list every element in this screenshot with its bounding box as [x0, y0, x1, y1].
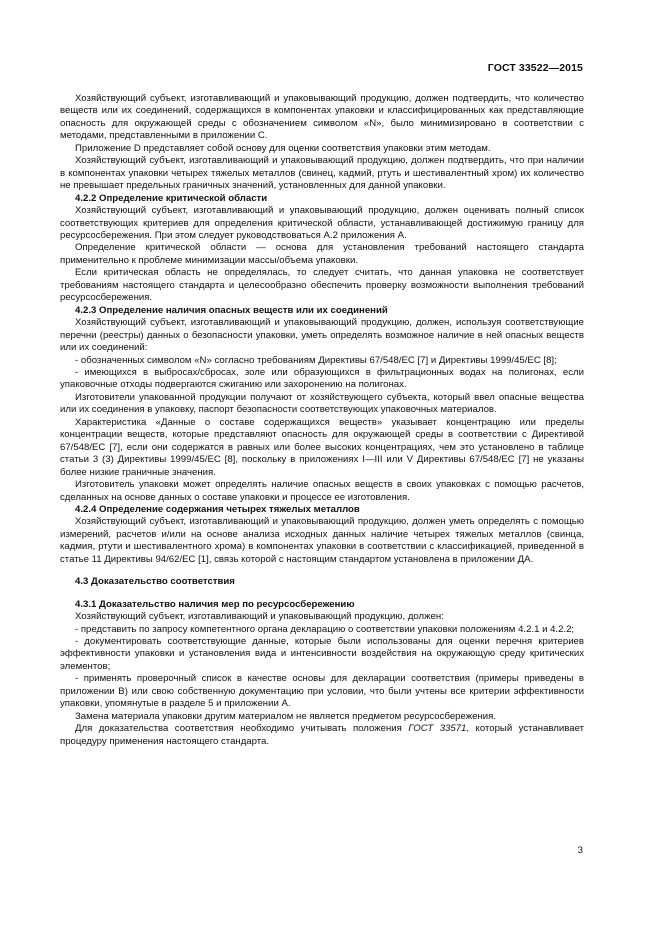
list-item: - применять проверочный список в качестве основы для декларации соответствия (примеры приведены в приложении В) или свою собственную документацию при условии, что были учтены все критерии эффективности упаковки, упомянутые в разделе 5 и приложении А. — [60, 673, 584, 710]
paragraph: Хозяйствующий субъект, изготавливающий и упаковывающий продукцию, должен, используя соответствующие перечни (реестры) данных о безопасности упаковки, уметь определять возможное наличие в ней опасных веществ или их соединений: — [60, 317, 584, 354]
list-item: - обозначенных символом «N» согласно требованиям Директивы 67/548/ЕС [7] и Директивы 1999/45/ЕС [8]; — [75, 354, 557, 366]
section-heading-4-2-2: 4.2.2 Определение критической области — [75, 192, 268, 204]
section-heading-4-2-3: 4.2.3 Определение наличия опасных веществ или их соединений — [75, 304, 388, 316]
paragraph: Приложение D представляет собой основу для оценки соответствия упаковки этим методам. — [75, 142, 491, 154]
document-body — [60, 93, 584, 748]
paragraph-text: Для доказательства соответствия необходимо учитывать положения — [75, 723, 409, 735]
paragraph: Изготовители упакованной продукции получают от хозяйствующего субъекта, который ввел опасные вещества или их соединения в упаковку, паспорт безопасности соответствующих упаковочных материалов. — [60, 391, 584, 416]
paragraph: Хозяйствующий субъект, изготавливающий и упаковывающий продукцию, должен: — [75, 611, 444, 623]
document-number-header: ГОСТ 33522—2015 — [487, 62, 583, 74]
paragraph: Замена материала упаковки другим материалом не является предметом ресурсосбережения. — [75, 710, 496, 722]
standard-reference: ГОСТ 33571 — [408, 723, 467, 735]
paragraph: Хозяйствующий субъект, изготавливающий и упаковывающий продукцию, должен оценивать полный список соответствующих критериев для определения критической области, устанавливающей достижимую границу для ресурсосбережения. При этом следует руководствоваться А.2 приложения А. — [60, 205, 584, 241]
paragraph: Хозяйствующий субъект, изготавливающий и упаковывающий продукцию, должен подтвердить, что при наличии в компонентах упаковки четырех тяжелых металлов (свинец, кадмий, ртуть и шестивалентный хром) их количество не превышает предельных граничных значений, установленных для данной упаковки. — [60, 155, 584, 192]
paragraph: Если критическая область не определялась, то следует считать, что данная упаковка не соответствует требованиям настоящего стандарта и целесообразно обеспечить проверку возможности выполнения требований ресурсосбережения. — [60, 267, 584, 304]
paragraph — [60, 723, 584, 748]
list-item: - представить по запросу компетентного органа декларацию о соответствии упаковки положениям 4.2.1 и 4.2.2; — [75, 623, 575, 635]
page-number: 3 — [577, 845, 583, 856]
paragraph: Характеристика «Данные о составе содержащихся веществ» указывает концентрацию или пределы концентрации веществ, которые представляют опасность для окружающей среды в соответствии с Директивой 67/548/ЕС [7], если они содержатся в равных или более высоких концентрациях, чем это установлено в таблице статьи 3 (3) Директивы 1999/45/ЕС [8], поскольку в приложениях I—III или V Директивы 67/548/ЕС [7] не указаны более низкие граничные значения. — [60, 416, 584, 478]
paragraph: Изготовитель упаковки может определять наличие опасных веществ в своих упаковках с помощью расчетов, сделанных на основе данных о составе упаковки и процессе ее изготовления. — [60, 479, 584, 503]
list-item: - имеющихся в выбросах/сбросах, золе или образующихся в фильтрационных водах на полигонах, если упаковочные отходы подвергаются сжиганию или захоронению на полигонах. — [60, 366, 584, 391]
paragraph: Хозяйствующий субъект, изготавливающий и упаковывающий продукцию, должен подтвердить, что количество веществ или их соединений, содержащихся в компонентах упаковки и классифицированных как представляющие опасность для окружающей среды с обозначением символом «N», было минимизировано в соответствии с методами, представленными в приложении С. — [60, 93, 584, 142]
paragraph: Определение критической области — основа для установления требований настоящего стандарта применительно к проблеме минимизации массы/объема упаковки. — [60, 242, 584, 266]
paragraph-text: , который устанавливает процедуру применения настоящего стандарта. — [60, 723, 584, 747]
section-heading-4-3-1: 4.3.1 Доказательство наличия мер по ресурсосбережению — [75, 598, 355, 610]
paragraph: Хозяйствующий субъект, изготавливающий и упаковывающий продукцию, должен уметь определять с помощью измерений, расчетов и/или на основе анализа исходных данных наличие четырех тяжелых металлов (свинца, кадмия, ртути и шестивалентного хрома) в компонентах упаковки в соответствии с классификацией, приведенной в статье 11 Директивы 94/62/ЕС [1], связь которой с настоящим стандартом установлена в приложении ДА. — [60, 516, 584, 565]
section-heading-4-2-4: 4.2.4 Определение содержания четырех тяжелых металлов — [75, 503, 360, 515]
section-heading-4-3: 4.3 Доказательство соответствия — [75, 576, 235, 588]
list-item: - документировать соответствующие данные, которые были использованы для оценки перечня критериев эффективности упаковки и установления вида и интенсивности воздействия на окружающую среду критических элементов; — [60, 636, 584, 672]
